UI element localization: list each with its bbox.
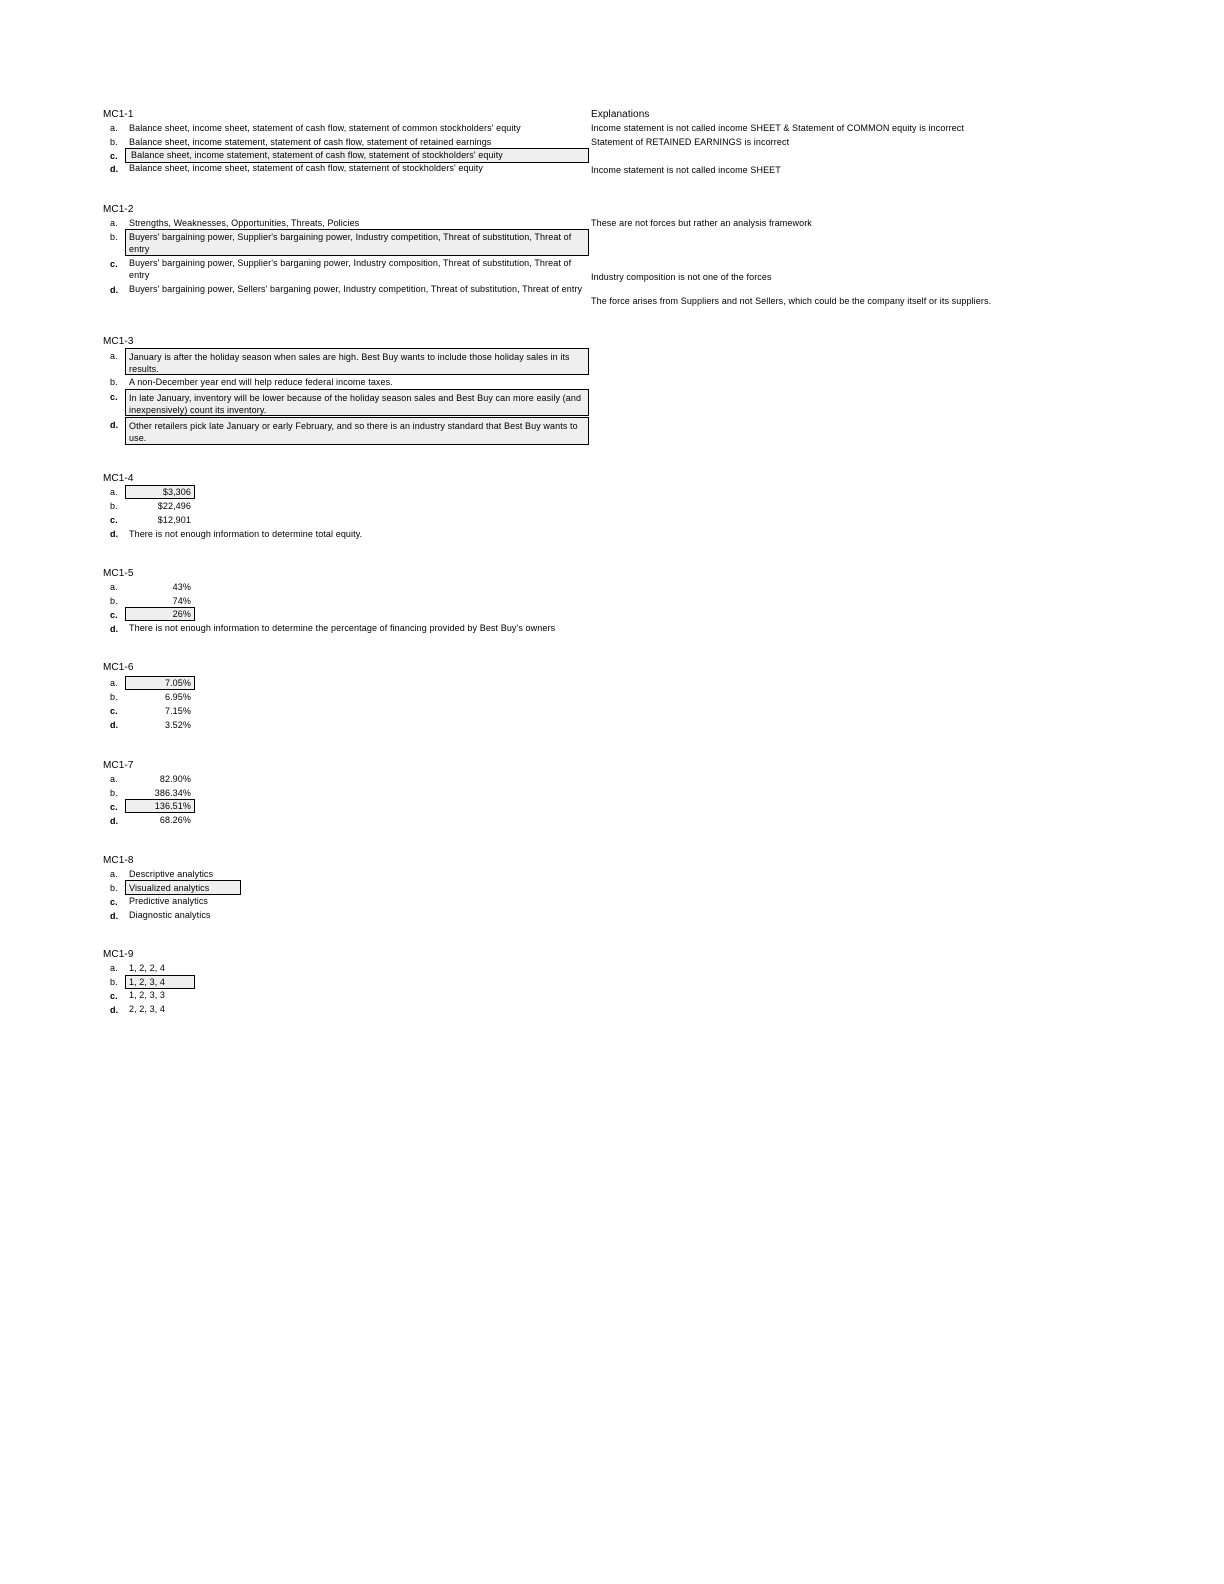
option-text[interactable]: There is not enough information to determine total equity.	[129, 529, 363, 539]
question-id-mc1-3: MC1-3	[103, 336, 134, 347]
option-letter: c.	[110, 392, 118, 402]
option-letter: d.	[110, 1005, 119, 1015]
option-letter: c.	[110, 515, 118, 525]
option-letter: a.	[110, 582, 118, 592]
option-text[interactable]: Descriptive analytics	[129, 869, 214, 879]
option-letter: a.	[110, 218, 118, 228]
option-letter: c.	[110, 610, 118, 620]
explanations-header: Explanations	[591, 109, 650, 120]
option-letter: c.	[110, 259, 118, 269]
option-letter: b.	[110, 788, 118, 798]
selected-option-text[interactable]: Other retailers pick late January or early February, and so there is an industry standard that Best Buy wants to use.	[129, 421, 578, 443]
option-value[interactable]: 7.15%	[164, 706, 191, 716]
option-letter: b.	[110, 883, 118, 893]
option-letter: b.	[110, 692, 118, 702]
option-value[interactable]: 3.52%	[164, 720, 191, 730]
option-value[interactable]: $12,901	[157, 515, 191, 525]
option-letter: c.	[110, 706, 118, 716]
option-text[interactable]: Balance sheet, income statement, statement of cash flow, statement of retained earnings	[129, 137, 492, 147]
selected-option-text[interactable]: January is after the holiday season when sales are high. Best Buy wants to include those holiday sales in its results.	[129, 352, 570, 374]
option-letter: a.	[110, 487, 118, 497]
option-value[interactable]: 82.90%	[159, 774, 191, 784]
explanation-text: Income statement is not called income SHEET	[591, 165, 781, 175]
option-letter: d.	[110, 624, 119, 634]
question-id-mc1-7: MC1-7	[103, 760, 134, 771]
question-id-mc1-6: MC1-6	[103, 662, 134, 673]
question-id-mc1-8: MC1-8	[103, 855, 134, 866]
option-letter: c.	[110, 151, 118, 161]
option-letter: b.	[110, 977, 118, 987]
option-text[interactable]: A non-December year end will help reduce federal income taxes.	[129, 377, 393, 387]
option-value[interactable]: 6.95%	[164, 692, 191, 702]
option-value[interactable]: 386.34%	[154, 788, 191, 798]
option-letter: d.	[110, 285, 119, 295]
option-text[interactable]: There is not enough information to determine the percentage of financing provided by Best Buy's owners	[129, 623, 556, 633]
selected-option-value[interactable]: 26%	[172, 609, 191, 619]
option-letter: d.	[110, 164, 119, 174]
option-letter: c.	[110, 991, 118, 1001]
option-letter: b.	[110, 501, 118, 511]
selected-option-text[interactable]: Buyers' bargaining power, Supplier's bargaining power, Industry competition, Threat of substitution, Threat of entry	[129, 232, 572, 254]
explanation-text: Industry composition is not one of the forces	[591, 272, 772, 282]
explanation-text: Statement of RETAINED EARNINGS is incorrect	[591, 137, 790, 147]
question-id-mc1-2: MC1-2	[103, 204, 134, 215]
option-value[interactable]: 68.26%	[159, 815, 191, 825]
option-text[interactable]: Diagnostic analytics	[129, 910, 211, 920]
option-value[interactable]: 43%	[172, 582, 191, 592]
option-letter: a.	[110, 678, 118, 688]
option-text[interactable]: Balance sheet, income sheet, statement of cash flow, statement of common stockholders' equity	[129, 123, 521, 133]
explanation-text: These are not forces but rather an analysis framework	[591, 218, 812, 228]
option-text[interactable]: Strengths, Weaknesses, Opportunities, Threats, Policies	[129, 218, 360, 228]
option-letter: b.	[110, 137, 118, 147]
option-letter: d.	[110, 911, 119, 921]
option-text[interactable]: 1, 2, 2, 4	[129, 963, 166, 973]
option-letter: c.	[110, 802, 118, 812]
option-text[interactable]: 1, 2, 3, 3	[129, 990, 166, 1000]
option-letter: a.	[110, 774, 118, 784]
option-letter: c.	[110, 897, 118, 907]
option-letter: a.	[110, 123, 118, 133]
question-id-mc1-9: MC1-9	[103, 949, 134, 960]
option-value[interactable]: $22,496	[157, 501, 191, 511]
option-letter: b.	[110, 377, 118, 387]
option-text[interactable]: Predictive analytics	[129, 896, 209, 906]
explanation-text: Income statement is not called income SHEET & Statement of COMMON equity is incorrect	[591, 123, 964, 133]
option-letter: a.	[110, 351, 118, 361]
selected-option-value[interactable]: 136.51%	[154, 801, 191, 811]
option-letter: b.	[110, 232, 118, 242]
option-letter: d.	[110, 816, 119, 826]
question-id-mc1-1: MC1-1	[103, 109, 134, 120]
option-text[interactable]: Balance sheet, income sheet, statement of cash flow, statement of stockholders' equity	[129, 163, 484, 173]
option-letter: d.	[110, 420, 119, 430]
option-text[interactable]: Buyers' bargaining power, Supplier's barganing power, Industry composition, Threat of substitution, Threat of entry	[129, 258, 572, 280]
selected-option-text[interactable]: Visualized analytics	[129, 883, 210, 893]
option-value[interactable]: 74%	[172, 596, 191, 606]
option-letter: b.	[110, 596, 118, 606]
question-id-mc1-4: MC1-4	[103, 473, 134, 484]
option-letter: d.	[110, 529, 119, 539]
option-text[interactable]: 2, 2, 3, 4	[129, 1004, 166, 1014]
explanation-text: The force arises from Suppliers and not Sellers, which could be the company itself or its suppliers.	[591, 296, 992, 306]
selected-option-value[interactable]: 7.05%	[164, 678, 191, 688]
selected-option-value[interactable]: $3,306	[162, 487, 191, 497]
option-letter: a.	[110, 869, 118, 879]
option-letter: a.	[110, 963, 118, 973]
option-letter: d.	[110, 720, 119, 730]
selected-option-text[interactable]: 1, 2, 3, 4	[129, 977, 166, 987]
option-text[interactable]: Buyers' bargaining power, Sellers' barganing power, Industry competition, Threat of substitution, Threat of entry	[129, 284, 583, 294]
selected-option-text[interactable]: In late January, inventory will be lower because of the holiday season sales and Best Buy can more easily (and inexpensively) count its inventory.	[129, 393, 582, 415]
question-id-mc1-5: MC1-5	[103, 568, 134, 579]
selected-option-text[interactable]: Balance sheet, income statement, statement of cash flow, statement of stockholders' equity	[131, 150, 503, 160]
